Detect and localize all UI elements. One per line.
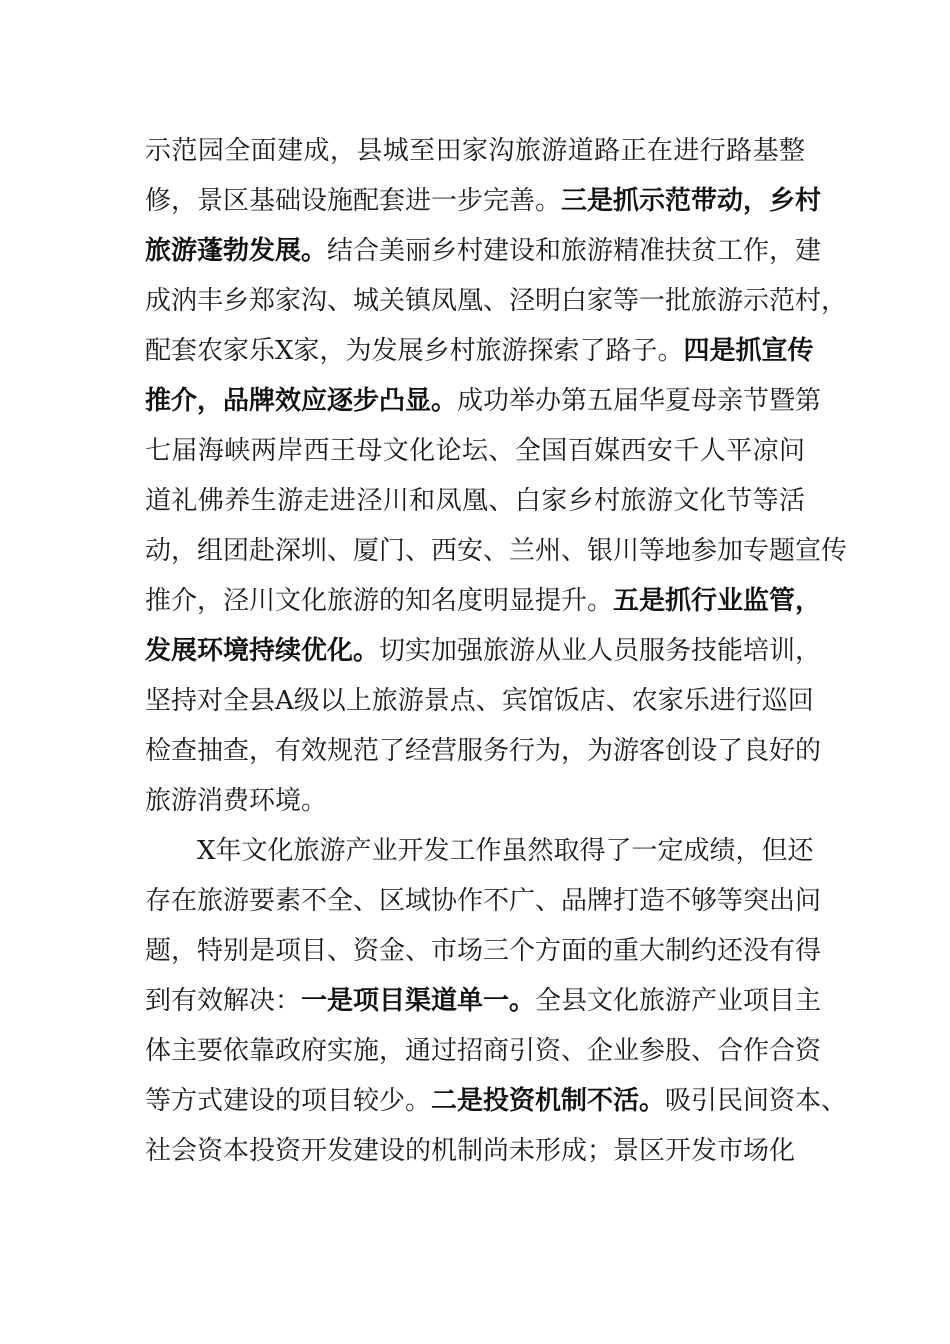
bold-heading-run: 一是项目渠道单一。 — [301, 986, 536, 1016]
text-run: 结合美丽乡村建设和旅游精准扶贫工作，建 — [327, 236, 822, 266]
text-line — [145, 1131, 805, 1171]
text-run: 切实加强旅游从业人员服务技能培训， — [379, 636, 822, 666]
text-line — [145, 981, 822, 1021]
text-run: 成汭丰乡郑家沟、城关镇凤凰、泾明白家等一批旅游示范村， — [145, 286, 848, 316]
text-run: 配套农家乐X家，为发展乡村旅游探索了路子。 — [145, 336, 684, 366]
text-run: 旅游消费环境。 — [145, 786, 328, 816]
text-line — [145, 581, 822, 621]
text-run: 到有效解决： — [145, 986, 302, 1016]
text-line — [145, 181, 822, 221]
text-line — [145, 931, 822, 971]
bold-heading-run: 旅游蓬勃发展。 — [145, 236, 328, 266]
bold-heading-run: 二是投资机制不活。 — [431, 1086, 666, 1116]
text-line — [145, 631, 822, 671]
bold-heading-run: 推介，品牌效应逐步凸显。 — [145, 386, 458, 416]
text-line — [145, 781, 805, 821]
text-line — [145, 231, 822, 271]
text-line — [145, 431, 805, 471]
text-line — [145, 381, 822, 421]
text-line — [145, 1031, 822, 1071]
text-line — [145, 481, 805, 521]
text-run: 动，组团赴深圳、厦门、西安、兰州、银川等地参加专题宣传 — [145, 536, 848, 566]
text-run: 吸引民间资本、 — [665, 1086, 848, 1116]
text-line — [145, 531, 848, 571]
text-run: 坚持对全县A级以上旅游景点、宾馆饭店、农家乐进行巡回 — [145, 686, 814, 716]
text-run: 存在旅游要素不全、区域协作不广、品牌打造不够等突出问 — [145, 886, 822, 916]
text-line — [145, 881, 822, 921]
text-line — [145, 281, 848, 321]
text-run: 检查抽查，有效规范了经营服务行为，为游客创设了良好的 — [145, 736, 822, 766]
text-run: 体主要依靠政府实施，通过招商引资、企业参股、合作合资 — [145, 1036, 822, 1066]
text-run: 全县文化旅游产业项目主 — [535, 986, 822, 1016]
text-line — [145, 1081, 848, 1121]
text-run: X年文化旅游产业开发工作虽然取得了一定成绩，但还 — [197, 836, 814, 866]
text-run: 成功举办第五届华夏母亲节暨第 — [457, 386, 822, 416]
bold-heading-run: 三是抓示范带动，乡村 — [561, 186, 822, 216]
bold-heading-run: 五是抓行业监管， — [613, 586, 822, 616]
text-line — [145, 131, 805, 171]
text-run: 示范园全面建成，县城至田家沟旅游道路正在进行路基整 — [145, 136, 805, 166]
text-run: 等方式建设的项目较少。 — [145, 1086, 432, 1116]
bold-heading-run: 发展环境持续优化。 — [145, 636, 380, 666]
text-line — [145, 731, 822, 771]
text-run: 道礼佛养生游走进泾川和凤凰、白家乡村旅游文化节等活 — [145, 486, 805, 516]
text-run: 推介，泾川文化旅游的知名度明显提升。 — [145, 586, 614, 616]
bold-heading-run: 四是抓宣传 — [683, 336, 814, 366]
text-run: 修，景区基础设施配套进一步完善。 — [145, 186, 562, 216]
text-run: 社会资本投资开发建设的机制尚未形成；景区开发市场化 — [145, 1136, 796, 1166]
text-run: 七届海峡两岸西王母文化论坛、全国百媒西安千人平凉问 — [145, 436, 805, 466]
text-line — [145, 681, 814, 721]
text-line — [197, 831, 814, 871]
text-run: 题，特别是项目、资金、市场三个方面的重大制约还没有得 — [145, 936, 822, 966]
text-line — [145, 331, 814, 371]
